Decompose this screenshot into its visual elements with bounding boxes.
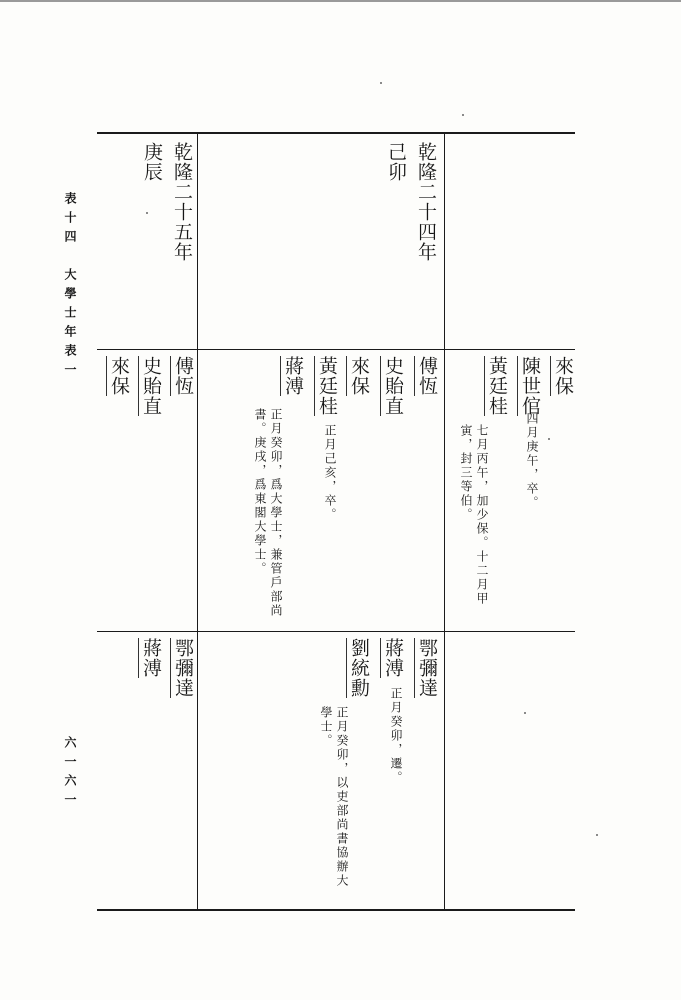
- minister-name: 蔣溥: [382, 638, 404, 678]
- minister-name: 來保: [552, 356, 574, 396]
- minister-name: 傅恆: [172, 356, 194, 396]
- appointment-note: 正月癸卯，以吏部尚書協辦大學士。: [319, 706, 349, 888]
- minister-name: 來保: [108, 356, 130, 396]
- table-top-rule: [97, 132, 575, 134]
- appointment-note: 七月丙午，加少保。十二月甲寅，封三等伯。: [459, 424, 489, 606]
- appointment-note: 正月癸卯，爲大學士，兼管戶部尚書。庚戌，爲東閣大學士。: [253, 408, 283, 618]
- scan-speck: [380, 82, 382, 84]
- scan-speck: [146, 212, 148, 214]
- appointment-note: 四月庚午，卒。: [525, 412, 539, 510]
- column-rule-1: [197, 132, 198, 911]
- table-title: 表十四 大學士年表一: [63, 192, 77, 382]
- minister-name: 劉統勳: [348, 638, 370, 698]
- minister-name: 陳世倌: [519, 356, 541, 416]
- scan-top-edge: [0, 0, 681, 2]
- row-rule-year: [97, 349, 575, 350]
- minister-name: 蔣溥: [282, 356, 304, 396]
- appointment-note: 正月己亥，卒。: [323, 424, 337, 522]
- minister-name: 黃廷桂: [316, 356, 338, 416]
- cyclical-year: 庚辰: [141, 142, 163, 182]
- minister-name: 鄂彌達: [416, 638, 438, 698]
- minister-name: 來保: [348, 356, 370, 396]
- scan-speck: [548, 438, 550, 440]
- row-rule-manchu: [97, 631, 575, 632]
- cyclical-year: 己卯: [385, 142, 407, 182]
- appointment-note: 正月癸卯，遷。: [389, 687, 403, 785]
- minister-name: 蔣溥: [140, 638, 162, 678]
- column-rule-2: [444, 132, 445, 911]
- scan-speck: [462, 114, 464, 116]
- year-heading: 乾隆二十五年: [171, 142, 193, 262]
- minister-name: 史貽直: [140, 356, 162, 416]
- minister-name: 史貽直: [382, 356, 404, 416]
- table-bottom-rule: [97, 909, 575, 911]
- minister-name: 鄂彌達: [172, 638, 194, 698]
- year-heading: 乾隆二十四年: [415, 142, 437, 262]
- page-number: 六一六一: [63, 736, 77, 812]
- scan-speck: [524, 712, 526, 714]
- minister-name: 黃廷桂: [486, 356, 508, 416]
- scan-speck: [596, 834, 598, 836]
- minister-name: 傅恆: [416, 356, 438, 396]
